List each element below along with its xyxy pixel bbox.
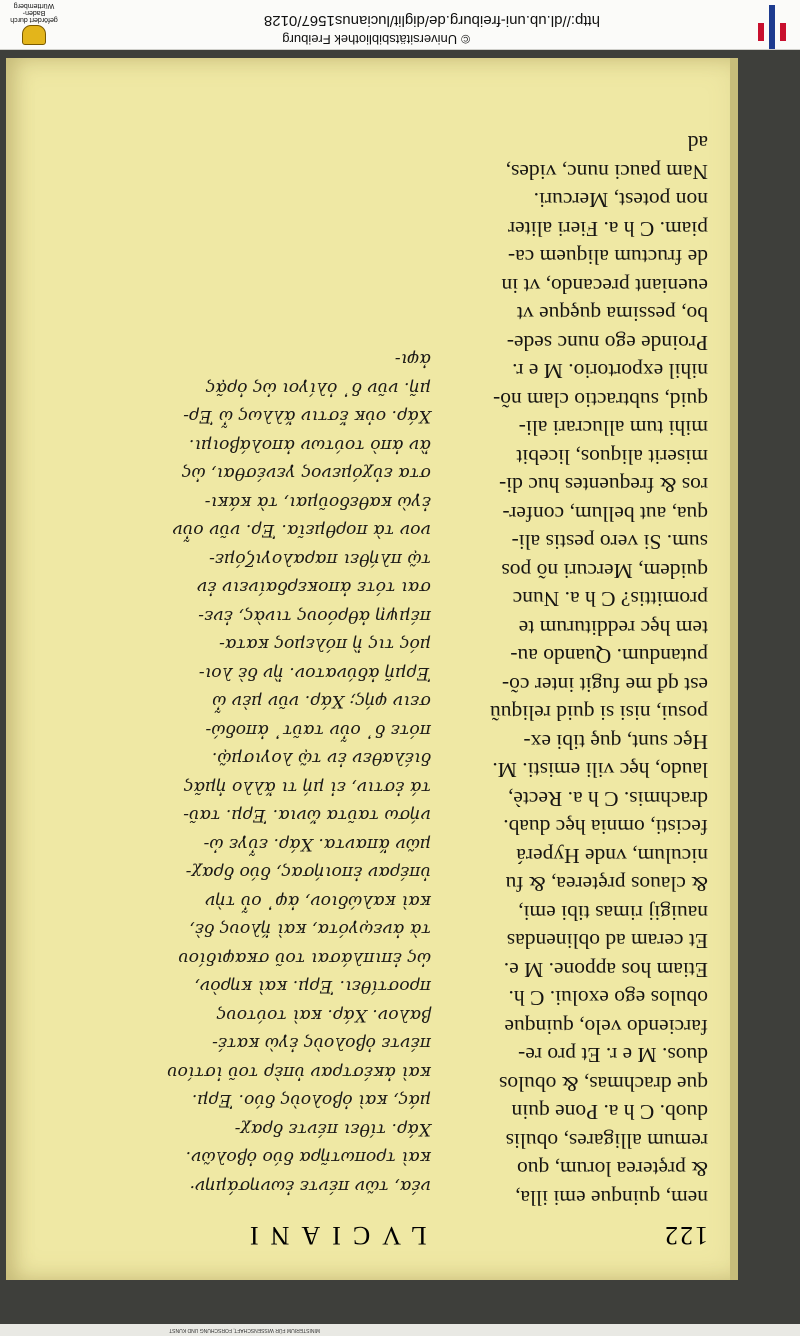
greek-text-line: νέα, τῶν πέντε ἐωνησάμην· [189,1176,431,1196]
greek-text-line: νήσω ταῦτα ὤνια. Ἑρμ. ταῦ- [183,805,431,826]
footer-ministry-text: MINISTERIUM FÜR WISSENSCHAFT, FORSCHUNG UND KUNST [169,1327,320,1333]
viewer-logo-icon [754,0,790,49]
greek-text-line: τῷ πλήθει παραλογιζόμε- [209,549,431,569]
greek-text-line: μῶν ἅπαντα. Χάρ. εὖγε ὠ- [203,834,431,854]
viewer-footer-strip [0,1324,800,1336]
latin-text-line: nem, quinque emi illa, [515,1186,708,1210]
greek-text-line: ἂν ἀπὸ τούτων ἀπολάβοιμι. [188,435,431,455]
greek-text-line: Χάρ. τίθει πέντε δραχ- [234,1119,431,1139]
latin-text-line: bo, pessima quȩque vt [516,302,708,327]
latin-text-line: promittis? C h a. Nunc [512,587,708,612]
latin-text-line: tem hȩc redditurum te [518,616,708,640]
funder-label-top: gefördert durch [10,16,58,23]
latin-text-line: drachmis. C h a. Rectè, [507,787,708,811]
latin-text-line: Nam pauci nunc, vides, [505,160,708,184]
latin-text-line: & clauos prȩterea, & fu [505,872,708,897]
greek-text-line: Ἑρμῆ ἀδύνατον. ἢν δὲ λοι- [198,663,431,683]
latin-text-line: niculum, vnde Hyperá [516,844,708,868]
latin-text-line: & prȩterea lorum, quo [516,1157,708,1182]
latin-column [456,129,708,1212]
latin-text-line: ros & frequentes huc di- [499,473,708,498]
greek-text-line: ἐγὼ καθεδοῦμαι, τὰ κάκι- [204,492,431,512]
greek-text-line: σειν φής; Χάρ. νῦν μὲν ὦ [212,691,431,712]
greek-text-line: Χάρ. οὐκ ἔστιν ἄλλως ὦ Ἑρ- [183,406,431,427]
baden-wuerttemberg-crest-icon [22,25,46,45]
latin-text-line: nauigij rimas tibi emi, [518,901,708,925]
latin-text-line: fecisti, omnia hȩc duab. [503,815,708,840]
greek-text-line: μῆ. νῦν δ᾽ ὀλίγοι ὡς ὁρᾷς [205,378,431,398]
greek-text-line: καὶ καλώδιον, ἀφ᾽ οὗ τὴν [205,891,431,911]
latin-text-line: de fructum aliquem ca- [508,245,708,270]
copyright-symbol: © [461,32,470,46]
library-name: Universitätsbibliothek Freiburg [282,32,458,47]
running-head [238,1216,708,1250]
latin-text-line: ad [687,131,708,156]
greek-text-line: προστίθει. Ἑρμ. καὶ κηρὸν, [194,976,431,997]
greek-text-line: ὑπέραν ἐποιήσας, δύο δραχ- [185,862,431,883]
latin-text-line: Etiam hos appone. M e. [503,958,708,982]
latin-text-line: piam. C h a. Fieri aliter [507,217,708,241]
latin-text-line: posui, nisi si quid reliquũ [490,701,708,726]
latin-text-line: est qđ me fugit inter cõ- [502,673,708,697]
greek-text-line: καὶ τροπωτῆρα δύο ὀβολῶν. [185,1147,431,1168]
greek-text-line: σαι τότε ἀποκερδαίνειν ἐν [196,577,431,598]
running-title: LVCIANI [238,1221,427,1250]
book-page [6,58,738,1280]
page-number: 122 [663,1221,708,1250]
greek-text-line: βαλον. Χάρ. καὶ τούτους [216,1005,431,1025]
greek-text-line: καὶ ἀκέστραν ὑπὲρ τοῦ ἱστίου [167,1062,431,1082]
library-credit [282,32,470,47]
latin-text-line: quidem, Mercuri nõ pos [501,559,708,583]
latin-text-line: obulos ego exolui. C h. [508,986,708,1011]
latin-text-line: nihil exportorio. M e r. [512,359,708,384]
greek-text-line: ἀφι- [394,349,431,370]
latin-text-line: Et ceram ad oblinendas [506,929,708,954]
latin-text-line: farciendo velo, quinque [504,1015,708,1039]
latin-text-line: laudo, hȩc vili emisti. M. [492,758,708,783]
latin-text-line: Proinde ego nunc sede- [506,331,708,355]
greek-text-line: διέλαθεν ἐν τῷ λογισμῷ. [211,748,431,769]
funder-label-bottom: Baden-Württemberg [13,2,55,16]
funder-logo[interactable] [6,2,62,45]
page-edge [730,58,738,1280]
greek-text-line: πέντε ὀβολοὺς ἐγὼ κατέ- [212,1033,431,1054]
latin-text-line: remum alligares, obulis [505,1129,708,1153]
greek-text-line: πότε δ᾽ οὖν ταῦτ᾽ ἀποδώ- [205,720,431,740]
viewer-header [0,0,800,50]
greek-text-line: μός τις ἢ πόλεμος κατα- [219,634,431,655]
document-url-link[interactable]: http://dl.ub.uni-freiburg.de/diglit/lucianus1567/0128 [263,12,600,29]
latin-text-line: duob. C h a. Pone quin [511,1100,708,1125]
latin-text-line: non potest, Mercuri. [533,188,708,213]
greek-text-line: τὰ ἀνεῳγότα, καὶ ἥλους δὲ, [189,919,431,940]
latin-text-line: sum. Si vero pestis ali- [511,530,708,555]
latin-text-line: duos. M e r. Et pro re- [518,1043,708,1068]
latin-text-line: eueniant precando, vt in [501,274,708,298]
latin-text-line: Hȩc sunt, quȩ tibi ex- [523,730,708,754]
greek-text-line: μάς, καὶ ὀβολοὺς δύο. Ἑρμ. [191,1090,431,1111]
greek-text-line: πέμψῃ ἀθρόους τινὰς, ἐνε- [198,606,431,626]
greek-column [167,345,431,1200]
greek-text-line: ὡς ἐπιπλάσαι τοῦ σκαφιδίου [178,948,431,968]
latin-text-line: que drachmas, & obulos [499,1072,708,1096]
latin-text-line: qua, aut bellum, confer- [502,502,708,526]
latin-text-line: putandum. Quando au- [510,644,708,669]
greek-text-line: νον τὰ πορθμεῖα. Ἑρ. νῦν οὖν [172,520,431,541]
greek-text-line: στα εὐχόμενος γενέσθαι, ὡς [181,463,431,484]
latin-text-line: miserit aliquos, licebit [516,445,708,469]
greek-text-line: τά ἐστιν, εἰ μή τι ἄλλο ἡμᾶς [183,777,431,797]
latin-text-line: mihi tum allucrari ali- [518,416,708,441]
latin-text-line: quid, subtractio clam nõ- [493,388,708,412]
